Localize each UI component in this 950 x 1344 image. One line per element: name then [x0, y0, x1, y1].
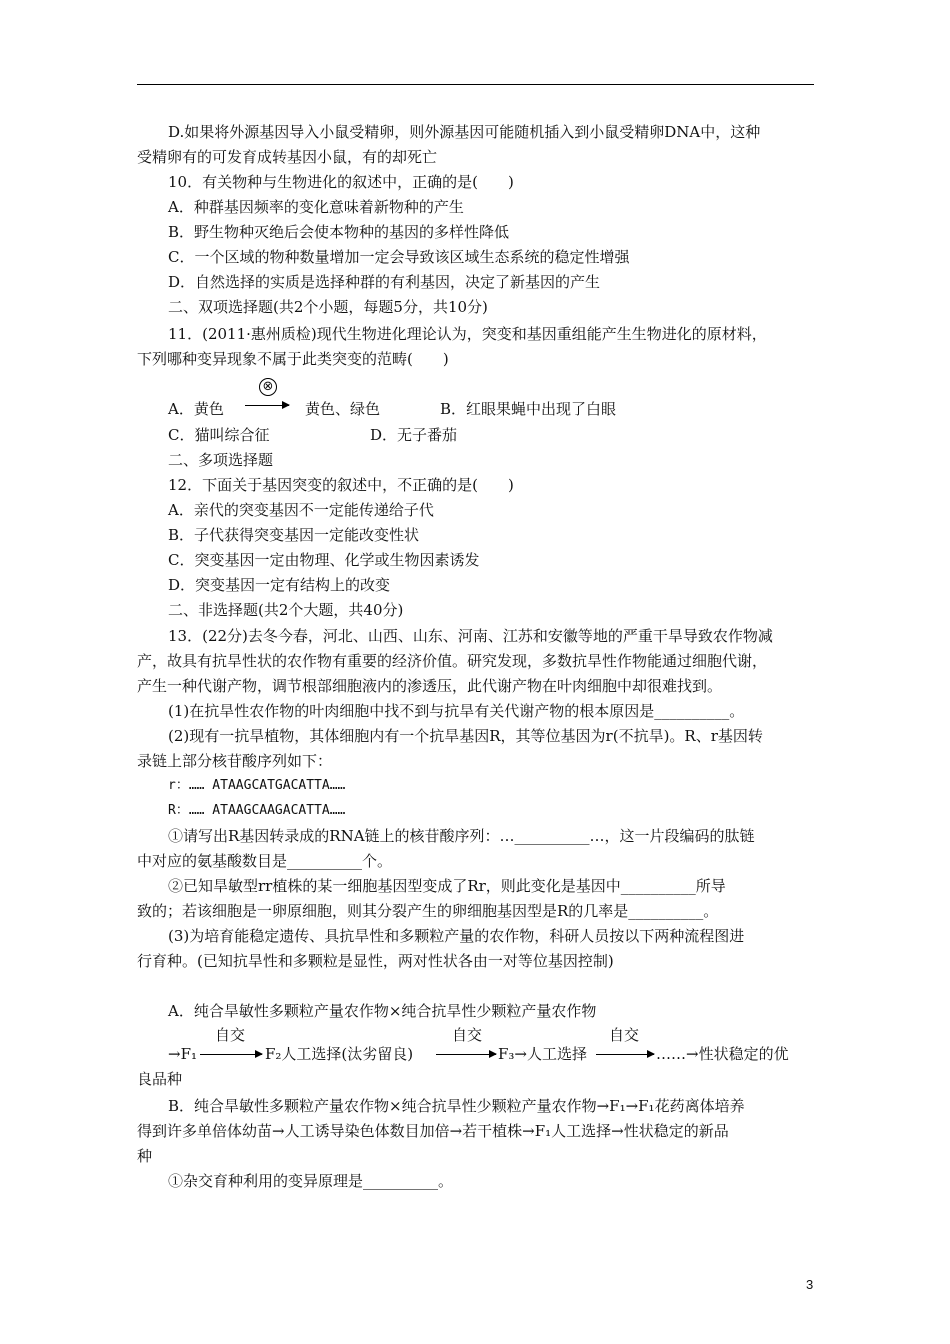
text-line: ②已知旱敏型rr植株的某一细胞基因型变成了Rr，则此变化是基因中__________所导: [168, 877, 726, 895]
arrow-icon: [200, 1054, 262, 1055]
question-12: 12．下面关于基因突变的叙述中，不正确的是( ): [168, 476, 514, 494]
sequence-r: r：…… ATAAGCATGACATTA……: [168, 778, 346, 793]
option-c: C．一个区域的物种数量增加一定会导致该区域生态系统的稳定性增强: [168, 248, 630, 266]
selfing-symbol-icon: ⊗: [259, 378, 277, 396]
text-line: 中对应的氨基酸数目是__________个。: [137, 852, 393, 870]
flow-b: B．纯合旱敏性多颗粒产量农作物×纯合抗旱性少颗粒产量农作物→F₁→F₁花药离体培养: [168, 1097, 745, 1115]
option-a: A．黄色: [168, 400, 224, 418]
option-b: B．子代获得突变基因一定能改变性状: [168, 526, 420, 544]
option-b: B．野生物种灭绝后会使本物种的基因的多样性降低: [168, 223, 510, 241]
arrow-icon: [245, 405, 289, 406]
page-number: 3: [806, 1277, 814, 1292]
section-heading: 二、双项选择题(共2个小题，每题5分，共10分): [168, 298, 488, 316]
option-d: D．自然选择的实质是选择种群的有利基因，决定了新基因的产生: [168, 273, 601, 291]
text-line: 行育种。(已知抗旱性和多颗粒是显性，两对性状各由一对等位基因控制): [137, 952, 614, 970]
option-c: C．突变基因一定由物理、化学或生物因素诱发: [168, 551, 480, 569]
flow-a: A．纯合旱敏性多颗粒产量农作物×纯合抗旱性少颗粒产量农作物: [168, 1002, 597, 1020]
question-11: 11．(2011·惠州质检)现代生物进化理论认为，突变和基因重组能产生生物进化的原材料，: [168, 325, 767, 343]
selfing-label: 自交: [609, 1026, 640, 1044]
option-d: D．无子番茄: [370, 426, 458, 444]
subquestion-3: (3)为培育能稳定遗传、具抗旱性和多颗粒产量的农作物，科研人员按以下两种流程图进: [168, 927, 745, 945]
sequence-R: R：…… ATAAGCAAGACATTA……: [168, 803, 346, 818]
text-line: D.如果将外源基因导入小鼠受精卵，则外源基因可能随机插入到小鼠受精卵DNA中，这种: [168, 123, 761, 141]
text-line: 致的；若该细胞是一卵原细胞，则其分裂产生的卵细胞基因型是R的几率是__________。: [137, 902, 719, 920]
text-line: 受精卵有的可发育成转基因小鼠，有的却死亡: [137, 148, 438, 166]
flow-f1: →F₁: [168, 1045, 197, 1063]
selfing-label: 自交: [452, 1026, 483, 1044]
section-heading: 二、多项选择题: [168, 451, 274, 469]
arrow-icon: [436, 1054, 496, 1055]
question-10: 10．有关物种与生物进化的叙述中，正确的是( ): [168, 173, 514, 191]
text-line: 得到许多单倍体幼苗→人工诱导染色体数目加倍→若干植株→F₁人工选择→性状稳定的新品: [137, 1122, 729, 1140]
section-heading: 二、非选择题(共2个大题，共40分): [168, 601, 404, 619]
subquestion: ①杂交育种利用的变异原理是__________。: [168, 1172, 454, 1190]
text-line: 良品种: [137, 1070, 183, 1088]
header-rule: [137, 84, 814, 85]
option-d: D．突变基因一定有结构上的改变: [168, 576, 391, 594]
subquestion-2: (2)现有一抗旱植物，其体细胞内有一个抗旱基因R，其等位基因为r(不抗旱)。R、r基因转: [168, 727, 763, 745]
option-c: C．猫叫综合征: [168, 426, 270, 444]
selfing-label: 自交: [215, 1026, 246, 1044]
flow-f2: F₂人工选择(汰劣留良): [265, 1045, 414, 1063]
text-line: 种: [137, 1147, 153, 1165]
question-13: 13．(22分)去冬今春，河北、山西、山东、河南、江苏和安徽等地的严重干旱导致农作物减: [168, 627, 773, 645]
subquestion-1: (1)在抗旱性农作物的叶肉细胞中找不到与抗旱有关代谢产物的根本原因是__________。: [168, 702, 745, 720]
option-a-result: 黄色、绿色: [305, 400, 381, 418]
option-a: A．种群基因频率的变化意味着新物种的产生: [168, 198, 464, 216]
text-line: 产生一种代谢产物，调节根部细胞液内的渗透压，此代谢产物在叶肉细胞中却很难找到。: [137, 677, 723, 695]
option-a: A．亲代的突变基因不一定能传递给子代: [168, 501, 434, 519]
flow-end: ……→性状稳定的优: [656, 1045, 789, 1063]
text-line: 录链上部分核苷酸序列如下：: [137, 752, 333, 770]
flow-f3: F₃→人工选择: [498, 1045, 587, 1063]
arrow-icon: [596, 1054, 654, 1055]
text-line: ①请写出R基因转录成的RNA链上的核苷酸序列：…__________…，这一片段编码的肽链: [168, 827, 755, 845]
option-b: B．红眼果蝇中出现了白眼: [440, 400, 617, 418]
text-line: 下列哪种变异现象不属于此类突变的范畴( ): [137, 350, 449, 368]
text-line: 产，故具有抗旱性状的农作物有重要的经济价值。研究发现，多数抗旱性作物能通过细胞代谢，: [137, 652, 768, 670]
